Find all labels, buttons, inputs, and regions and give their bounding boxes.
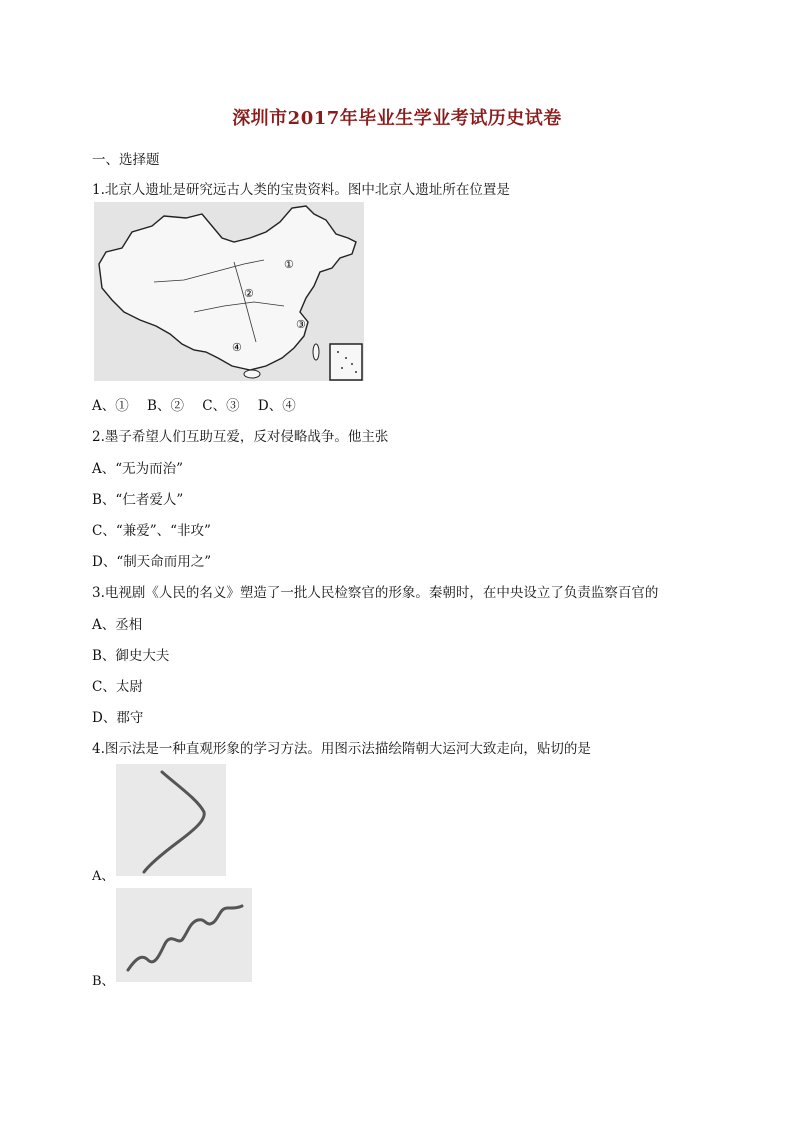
china-outline-map: [94, 202, 364, 381]
option-b[interactable]: B、②: [147, 398, 184, 414]
option-a[interactable]: A、: [92, 869, 115, 884]
question-1-options: [92, 394, 310, 414]
section-heading: 一、选择题: [92, 152, 160, 168]
question-4-stem: 4.图示法是一种直观形象的学习方法。用图示法描绘隋朝大运河大致走向，贴切的是: [92, 741, 591, 757]
option-c[interactable]: C、③: [202, 398, 240, 414]
question-1-stem: 1.北京人遗址是研究远古人类的宝贵资料。图中北京人遗址所在位置是: [92, 182, 510, 198]
taiwan-island: [313, 344, 319, 360]
question-2-stem: 2.墨子希望人们互助互爱，反对侵略战争。他主张: [92, 429, 389, 445]
option-b-curve-image[interactable]: [116, 888, 252, 982]
option-d[interactable]: D、郡守: [92, 710, 144, 726]
option-b[interactable]: B、: [92, 974, 115, 989]
wavy-curve-drawing: [116, 888, 252, 982]
option-c[interactable]: C、“兼爱”、“非攻”: [92, 523, 211, 539]
option-a-curve-image[interactable]: [116, 764, 226, 876]
map-marker-1: ①: [284, 258, 294, 271]
option-b[interactable]: B、“仁者爱人”: [92, 492, 184, 508]
chevron-curve-drawing: [116, 764, 226, 876]
option-d[interactable]: D、④: [257, 398, 296, 414]
option-a[interactable]: A、丞相: [92, 617, 143, 633]
question-3-stem: 3.电视剧《人民的名义》塑造了一批人民检察官的形象。秦朝时，在中央设立了负责监察百官的: [92, 585, 659, 601]
exam-title: 深圳市2017年毕业生学业考试历史试卷: [232, 108, 562, 129]
map-marker-2: ②: [244, 287, 254, 300]
china-map-image: [94, 202, 364, 381]
option-a[interactable]: A、“无为而治”: [92, 461, 184, 477]
map-marker-4: ④: [232, 341, 242, 354]
option-a[interactable]: A、①: [92, 398, 129, 414]
south-china-sea-inset: [330, 344, 362, 380]
map-marker-3: ③: [296, 318, 306, 331]
option-d[interactable]: D、“制天命而用之”: [92, 554, 212, 570]
option-c[interactable]: C、太尉: [92, 679, 143, 695]
option-b[interactable]: B、御史大夫: [92, 648, 170, 664]
hainan-island: [244, 370, 260, 378]
